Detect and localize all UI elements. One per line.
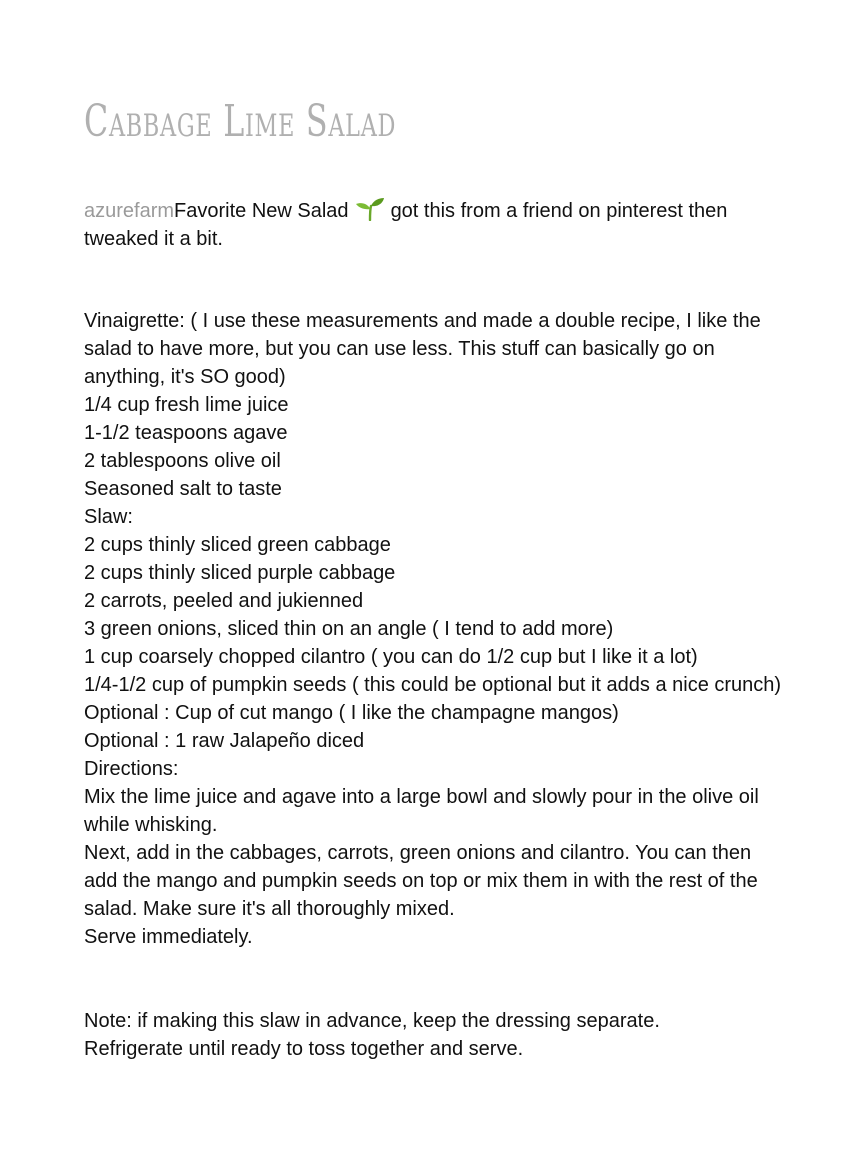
directions-heading: Directions: <box>84 758 179 780</box>
ingredient-line: 1 cup coarsely chopped cilantro ( you can do 1/2 cup but I like it a lot) <box>84 646 698 668</box>
recipe-body <box>84 307 784 951</box>
author-username: azurefarm <box>84 200 175 222</box>
ingredient-line: 1/4-1/2 cup of pumpkin seeds ( this could be optional but it adds a nice crunch) <box>84 674 782 696</box>
note-line: Refrigerate until ready to toss together and serve. <box>84 1038 524 1060</box>
ingredient-line: 2 carrots, peeled and jukienned <box>84 590 364 612</box>
ingredient-line: 1/4 cup fresh lime juice <box>84 394 289 416</box>
sprout-icon <box>355 197 385 221</box>
ingredient-line: 2 tablespoons olive oil <box>84 450 281 472</box>
ingredient-line: 1-1/2 teaspoons agave <box>84 422 288 444</box>
ingredient-line: Optional : 1 raw Jalapeño diced <box>84 730 365 752</box>
intro-text-start: Favorite New Salad <box>174 200 349 222</box>
direction-step: Next, add in the cabbages, carrots, green onions and cilantro. You can then add the mango and pumpkin seeds on top or mix them in with the rest of the salad. Make sure it's all thoroughly mixed. <box>84 842 758 920</box>
note-line: Note: if making this slaw in advance, keep the dressing separate. <box>84 1010 660 1032</box>
ingredient-line: Optional : Cup of cut mango ( I like the champagne mangos) <box>84 702 619 724</box>
direction-step: Mix the lime juice and agave into a large bowl and slowly pour in the olive oil while whisking. <box>84 786 759 836</box>
intro-paragraph <box>84 197 774 253</box>
ingredient-line: 3 green onions, sliced thin on an angle ( I tend to add more) <box>84 618 614 640</box>
direction-step: Serve immediately. <box>84 926 253 948</box>
slaw-heading: Slaw: <box>84 506 133 528</box>
vinaigrette-heading: Vinaigrette: ( I use these measurements and made a double recipe, I like the salad to have more, but you can use less. This stuff can basically go on anything, it's SO good) <box>84 310 761 388</box>
ingredient-line: 2 cups thinly sliced green cabbage <box>84 534 391 556</box>
ingredient-line: 2 cups thinly sliced purple cabbage <box>84 562 396 584</box>
ingredient-line: Seasoned salt to taste <box>84 478 282 500</box>
page-title: Cabbage Lime Salad <box>84 96 397 147</box>
note-section <box>84 1007 784 1063</box>
intro-text-end: got this from a friend on pinterest then tweaked it a bit. <box>84 200 728 250</box>
